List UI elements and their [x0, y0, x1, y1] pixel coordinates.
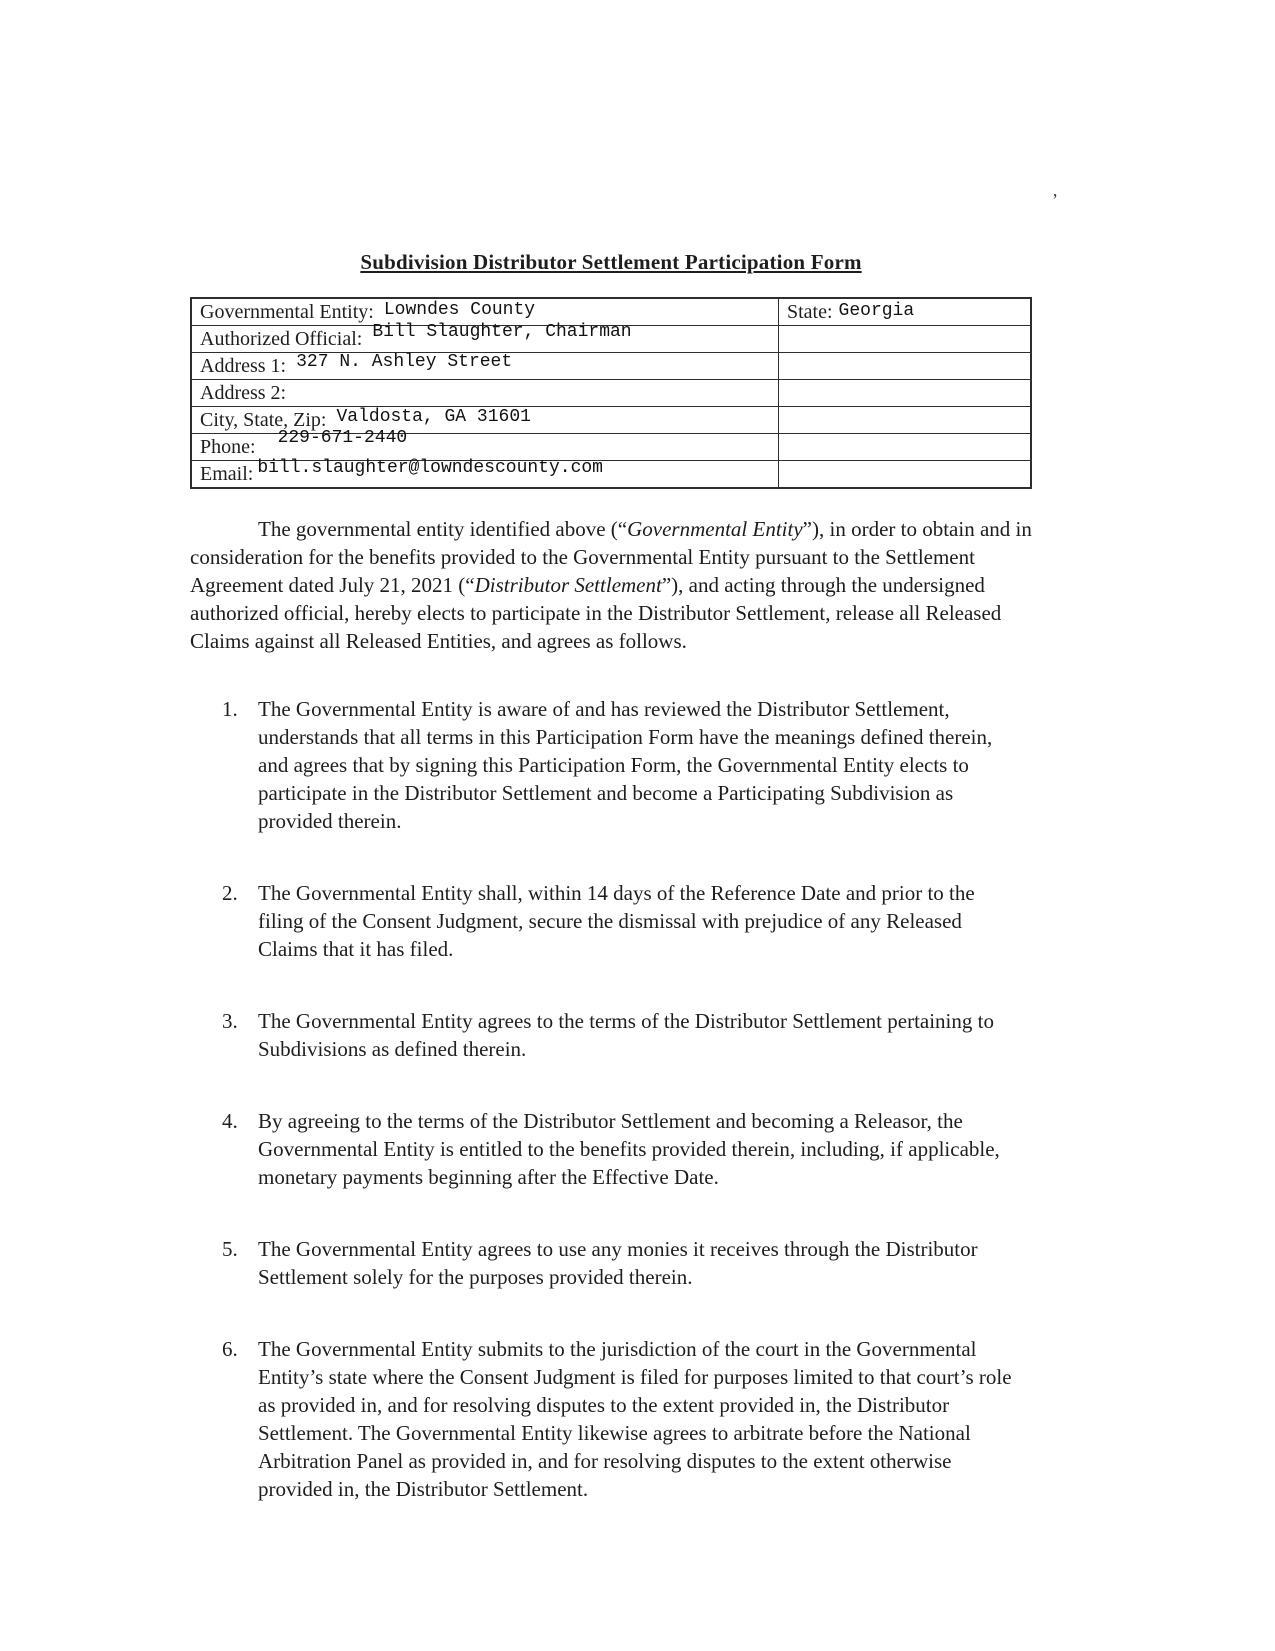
table-cell	[779, 407, 1030, 433]
item-text: The Governmental Entity shall, within 14 days of the Reference Date and prior to the filing of the Consent Judgment, secure the dismissal with prejudice of any Released Claims that it has filed.	[258, 881, 975, 961]
field-value: Lowndes County	[383, 300, 536, 320]
item-text: The Governmental Entity agrees to use any monies it receives through the Distributor Settlement solely for the purposes provided therein.	[258, 1237, 978, 1289]
intro-text: ”), and acting through the undersigned authorized official, hereby elects to participate in the Distributor Settlement, release all Released Claims against all Released Entities, and agrees as follows.	[190, 573, 1002, 653]
field-label: Address 1:	[200, 355, 287, 377]
field-value: bill.slaughter@lowndescounty.com	[257, 458, 603, 478]
field-value: 327 N. Ashley Street	[296, 352, 513, 372]
form-table	[190, 297, 1032, 489]
table-cell	[779, 326, 1030, 352]
item-text: The Governmental Entity agrees to the terms of the Distributor Settlement pertaining to Subdivisions as defined therein.	[258, 1009, 994, 1061]
item-text: The Governmental Entity is aware of and has reviewed the Distributor Settlement, understands that all terms in this Participation Form have the meanings defined therein, and agrees that by signing this Participation Form, the Governmental Entity elects to participate in the Distributor Settlement and become a Participating Subdivision as provided therein.	[258, 697, 993, 833]
table-cell	[192, 380, 779, 406]
item-number: 5.	[222, 1237, 238, 1261]
list-item	[222, 1235, 1017, 1291]
item-number: 2.	[222, 881, 238, 905]
table-cell	[192, 353, 779, 379]
field-label: Address 2:	[200, 382, 287, 404]
item-number: 3.	[222, 1009, 238, 1033]
table-cell	[779, 461, 1030, 487]
field-value: 229-671-2440	[277, 428, 408, 448]
table-cell	[779, 434, 1030, 460]
list-item	[222, 1335, 1017, 1503]
document-content	[190, 250, 1032, 1547]
table-cell	[779, 380, 1030, 406]
field-label: Email:	[200, 463, 254, 485]
table-row-email	[192, 458, 1030, 487]
field-label: Governmental Entity:	[200, 301, 374, 323]
intro-italic-governmental-entity: Governmental Entity	[627, 517, 803, 541]
field-label: State:	[787, 301, 833, 323]
list-item	[222, 1007, 1017, 1063]
list-item	[222, 879, 1017, 963]
page-title: Subdivision Distributor Settlement Participation Form	[360, 250, 862, 274]
field-label: City, State, Zip:	[200, 409, 327, 431]
intro-paragraph	[190, 515, 1035, 655]
numbered-list	[222, 695, 1017, 1503]
field-value: Valdosta, GA 31601	[336, 407, 531, 427]
item-number: 4.	[222, 1109, 238, 1133]
item-text: The Governmental Entity submits to the jurisdiction of the court in the Governmental Entity’s state where the Consent Judgment is filed for purposes limited to that court’s role as provided in, and for resolving disputes to the extent provided in, the Distributor Settlement. The Governmental Entity likewise agrees to arbitrate before the National Arbitration Panel as provided in, and for resolving disputes to the extent otherwise provided in, the Distributor Settlement.	[258, 1337, 1012, 1501]
field-label: Authorized Official:	[200, 328, 363, 350]
list-item	[222, 1107, 1017, 1191]
item-text: By agreeing to the terms of the Distributor Settlement and becoming a Releasor, the Governmental Entity is entitled to the benefits provided therein, including, if applicable, monetary payments beginning after the Effective Date.	[258, 1109, 1000, 1189]
field-value: Bill Slaughter, Chairman	[372, 322, 632, 342]
table-cell	[779, 299, 1030, 325]
scan-artifact: ’	[1052, 190, 1058, 210]
intro-text: ”), in order to obtain and in consideration for the benefits provided to the Governmental Entity pursuant to the Settlement Agreement dated July 21, 2021 (“	[190, 517, 1032, 597]
field-label: Phone:	[200, 436, 256, 458]
item-number: 1.	[222, 697, 238, 721]
field-value: Georgia	[838, 301, 915, 321]
table-row-address-1	[192, 353, 1030, 380]
intro-italic-distributor-settlement: Distributor Settlement	[474, 573, 662, 597]
intro-text: The governmental entity identified above (“	[258, 517, 628, 541]
list-item	[222, 695, 1017, 835]
table-cell	[779, 353, 1030, 379]
item-number: 6.	[222, 1337, 238, 1361]
table-cell	[192, 458, 779, 487]
table-row-address-2	[192, 380, 1030, 407]
